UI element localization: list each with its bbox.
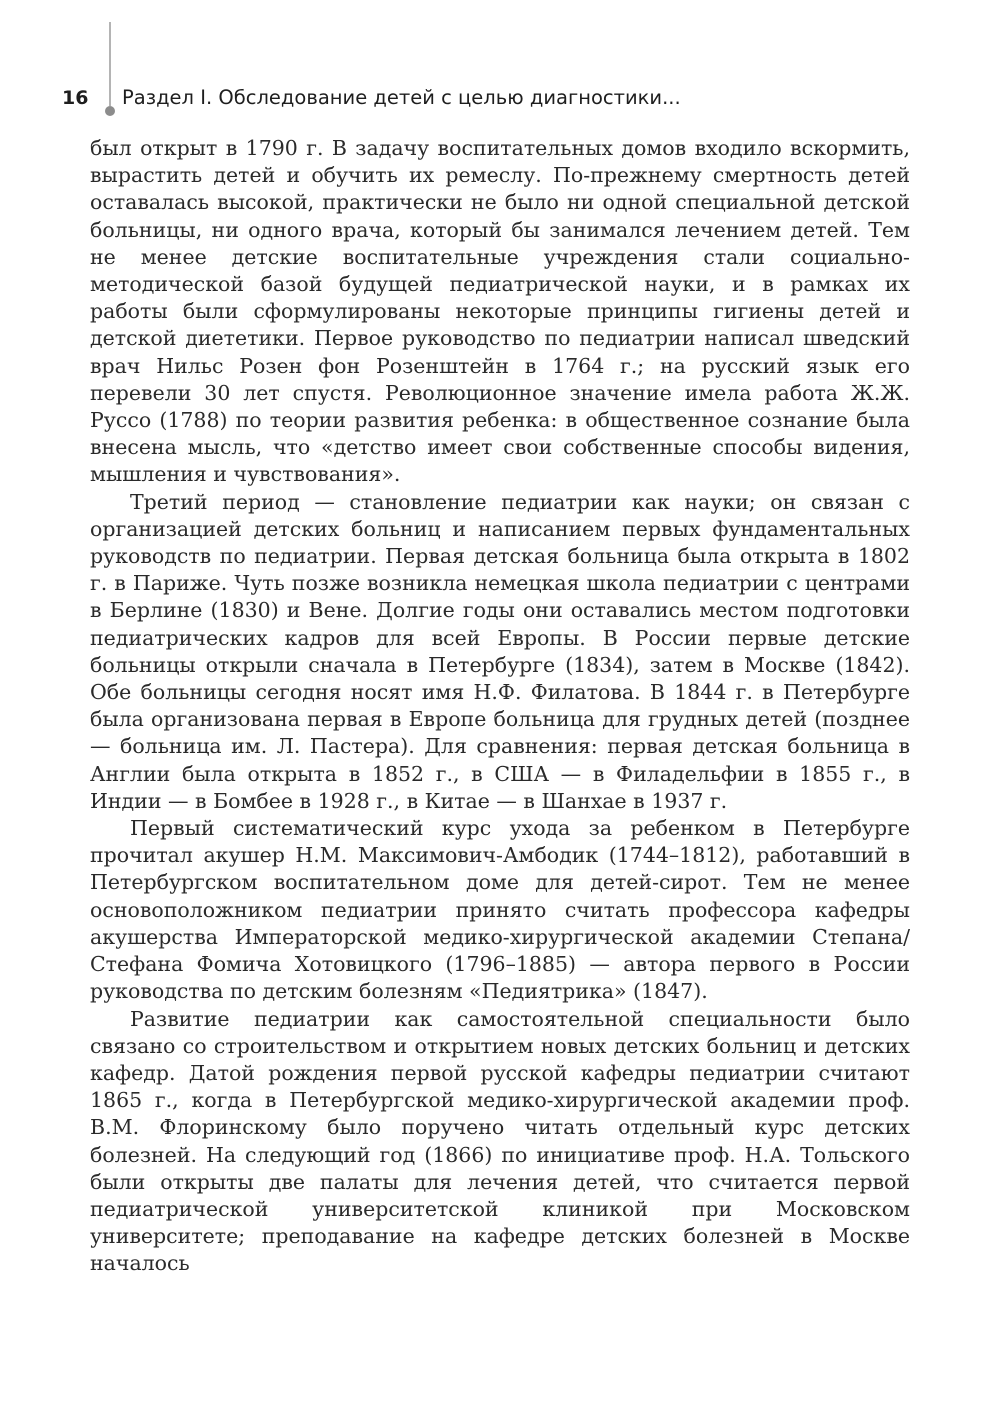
- paragraph-2: Третий период — становление педиатрии как науки; он связан с организацией детских больниц и написанием первых фундаментальных руководств по педиатрии. Первая детская больница была открыта в 1802 г. в Париже. Чуть позже возникла немецкая школа педиатрии с центрами в Берлине (1830) и Вене. Долгие годы они оставались местом подготовки педиатрических кадров для всей Европы. В России первые детские больницы открыли сначала в Петербурге (1834), затем в Москве (1842). Обе больницы сегодня носят имя Н.Ф. Филатова. В 1844 г. в Петербурге была организована первая в Европе больница для грудных детей (позднее — больница им. Л. Пастера). Для сравнения: первая детская больница в Англии была открыта в 1852 г., в США — в Филадельфии в 1855 г., в Индии — в Бомбее в 1928 г., в Китае — в Шанхае в 1937 г.: [90, 489, 910, 813]
- paragraph-3: Первый систематический курс ухода за ребенком в Петербурге прочитал акушер Н.М. Максимович-Амбодик (1744–1812), работавший в Петербургском воспитательном доме для детей-сирот. Тем не менее основоположником педиатрии принято считать профессора кафедры акушерства Императорской медико-хирургической академии Степана/Стефана Фомича Хотовицкого (1796–1885) — автора первого в России руководства по детским болезням «Педиятрика» (1847).: [90, 816, 910, 1004]
- page-number: 16: [62, 87, 89, 109]
- header-vertical-rule: [109, 22, 111, 106]
- header-rule-dot: [105, 106, 115, 116]
- paragraph-1: был открыт в 1790 г. В задачу воспитательных домов входило вскормить, вырастить детей и обучить их ремеслу. По-прежнему смертность детей оставалась высокой, практически не было ни одной специальной детской больницы, ни одного врача, который бы занимался лечением детей. Тем не менее детские воспитательные учреждения стали социально-методической базой будущей педиатрической науки, и в рамках их работы были сформулированы некоторые принципы гигиены детей и детской диететики. Первое руководство по педиатрии написал шведский врач Нильс Розен фон Розенштейн в 1764 г.; на русский язык его перевели 30 лет спустя. Революционное значение имела работа Ж.Ж. Руссо (1788) по теории развития ребенка: в общественное сознание была внесена мысль, что «детство имеет свои собственные способы видения, мышления и чувствования».: [90, 136, 910, 487]
- running-title: Раздел I. Обследование детей с целью диагностики...: [122, 86, 681, 109]
- paragraph-4: Развитие педиатрии как самостоятельной специальности было связано со строительством и открытием новых детских больниц и детских кафедр. Датой рождения первой русской кафедры педиатрии считают 1865 г., когда в Петербургской медико-хирургической академии проф. В.М. Флоринскому было поручено читать отдельный курс детских болезней. На следующий год (1866) по инициативе проф. Н.А. Тольского были открыты две палаты для лечения детей, что считается первой педиатрической университетской клиникой при Московском университете; преподавание на кафедре детских болезней в Москве началось: [90, 1006, 910, 1276]
- body-text: [90, 135, 910, 1278]
